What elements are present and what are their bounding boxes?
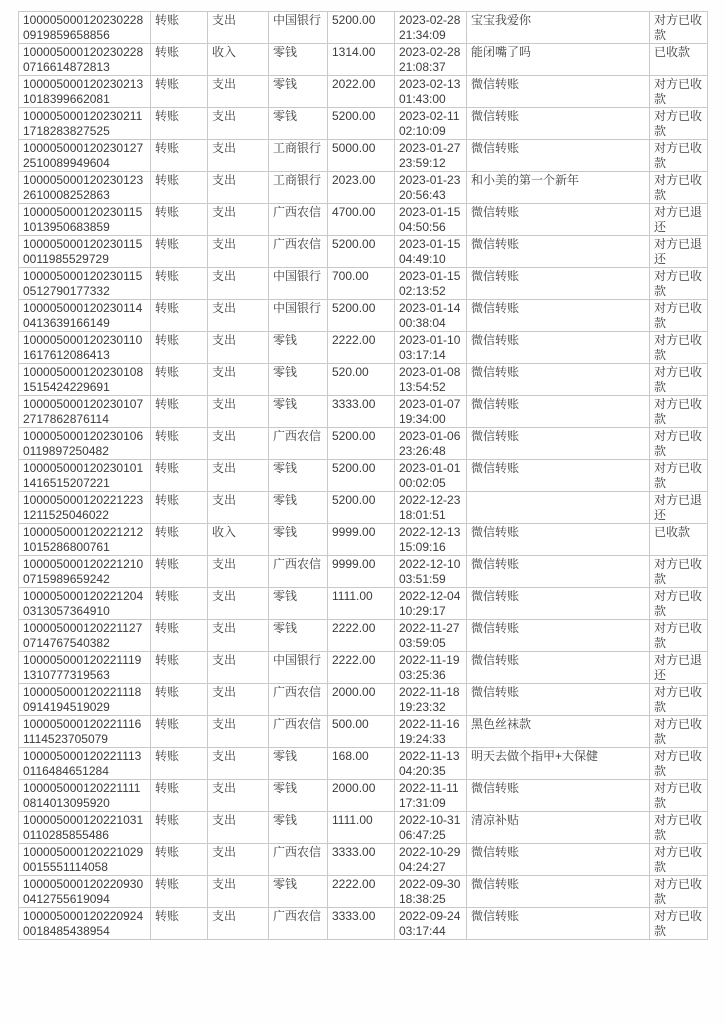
cell-status: 对方已收款 <box>650 428 708 460</box>
cell-amount: 5200.00 <box>328 300 395 332</box>
cell-datetime: 2022-11-13 04:20:35 <box>395 748 467 780</box>
cell-amount: 2022.00 <box>328 76 395 108</box>
cell-note: 微信转账 <box>467 908 650 940</box>
cell-datetime: 2022-10-31 06:47:25 <box>395 812 467 844</box>
cell-datetime: 2022-09-30 18:38:25 <box>395 876 467 908</box>
cell-note: 和小美的第一个新年 <box>467 172 650 204</box>
cell-status: 对方已收款 <box>650 396 708 428</box>
cell-direction: 支出 <box>208 620 269 652</box>
cell-amount: 1111.00 <box>328 588 395 620</box>
cell-amount: 9999.00 <box>328 524 395 556</box>
transaction-row <box>19 844 708 876</box>
transaction-row <box>19 588 708 620</box>
cell-id: 1000050001202210290015551114058 <box>19 844 151 876</box>
cell-type: 转账 <box>151 300 208 332</box>
cell-type: 转账 <box>151 396 208 428</box>
cell-status: 对方已退还 <box>650 492 708 524</box>
cell-datetime: 2023-01-08 13:54:52 <box>395 364 467 396</box>
transaction-row <box>19 492 708 524</box>
cell-direction: 支出 <box>208 300 269 332</box>
cell-method: 广西农信 <box>269 428 328 460</box>
cell-type: 转账 <box>151 620 208 652</box>
cell-note: 微信转账 <box>467 844 650 876</box>
cell-method: 零钱 <box>269 812 328 844</box>
cell-type: 转账 <box>151 812 208 844</box>
cell-status: 对方已退还 <box>650 236 708 268</box>
cell-id: 1000050001202301140413639166149 <box>19 300 151 332</box>
cell-amount: 2000.00 <box>328 684 395 716</box>
cell-direction: 支出 <box>208 684 269 716</box>
cell-datetime: 2023-02-28 21:08:37 <box>395 44 467 76</box>
cell-id: 1000050001202301011416515207221 <box>19 460 151 492</box>
cell-status: 对方已收款 <box>650 300 708 332</box>
cell-type: 转账 <box>151 204 208 236</box>
cell-method: 工商银行 <box>269 172 328 204</box>
cell-direction: 支出 <box>208 652 269 684</box>
cell-id: 1000050001202211161114523705079 <box>19 716 151 748</box>
cell-note: 清凉补贴 <box>467 812 650 844</box>
cell-type: 转账 <box>151 492 208 524</box>
cell-note: 微信转账 <box>467 524 650 556</box>
cell-datetime: 2023-01-15 04:49:10 <box>395 236 467 268</box>
cell-direction: 支出 <box>208 108 269 140</box>
cell-method: 零钱 <box>269 76 328 108</box>
cell-id: 1000050001202209300412755619094 <box>19 876 151 908</box>
cell-note: 微信转账 <box>467 652 650 684</box>
cell-amount: 4700.00 <box>328 204 395 236</box>
cell-amount: 5200.00 <box>328 108 395 140</box>
cell-direction: 支出 <box>208 172 269 204</box>
cell-id: 1000050001202212231211525046022 <box>19 492 151 524</box>
cell-type: 转账 <box>151 716 208 748</box>
cell-status: 对方已收款 <box>650 140 708 172</box>
cell-method: 零钱 <box>269 492 328 524</box>
cell-status: 对方已收款 <box>650 748 708 780</box>
cell-direction: 支出 <box>208 876 269 908</box>
cell-status: 对方已收款 <box>650 172 708 204</box>
cell-direction: 支出 <box>208 812 269 844</box>
cell-method: 广西农信 <box>269 716 328 748</box>
cell-id: 1000050001202209240018485438954 <box>19 908 151 940</box>
cell-datetime: 2023-02-13 01:43:00 <box>395 76 467 108</box>
transaction-row <box>19 748 708 780</box>
cell-amount: 1111.00 <box>328 812 395 844</box>
cell-note: 微信转账 <box>467 300 650 332</box>
cell-datetime: 2023-01-15 02:13:52 <box>395 268 467 300</box>
cell-amount: 2000.00 <box>328 780 395 812</box>
cell-id: 1000050001202211270714767540382 <box>19 620 151 652</box>
cell-status: 已收款 <box>650 524 708 556</box>
cell-id: 1000050001202301101617612086413 <box>19 332 151 364</box>
cell-note: 微信转账 <box>467 460 650 492</box>
cell-amount: 2222.00 <box>328 876 395 908</box>
cell-type: 转账 <box>151 108 208 140</box>
cell-type: 转账 <box>151 172 208 204</box>
transaction-row <box>19 332 708 364</box>
cell-id: 1000050001202212100715989659242 <box>19 556 151 588</box>
transaction-row <box>19 140 708 172</box>
cell-direction: 支出 <box>208 588 269 620</box>
cell-note: 微信转账 <box>467 684 650 716</box>
cell-id: 1000050001202301232610008252863 <box>19 172 151 204</box>
cell-amount: 500.00 <box>328 716 395 748</box>
cell-type: 转账 <box>151 652 208 684</box>
cell-note: 微信转账 <box>467 876 650 908</box>
cell-amount: 3333.00 <box>328 396 395 428</box>
cell-amount: 520.00 <box>328 364 395 396</box>
cell-note: 宝宝我爱你 <box>467 12 650 44</box>
cell-direction: 支出 <box>208 12 269 44</box>
cell-datetime: 2022-11-27 03:59:05 <box>395 620 467 652</box>
cell-note: 微信转账 <box>467 108 650 140</box>
cell-method: 零钱 <box>269 364 328 396</box>
cell-type: 转账 <box>151 748 208 780</box>
cell-amount: 5200.00 <box>328 12 395 44</box>
cell-direction: 收入 <box>208 44 269 76</box>
cell-type: 转账 <box>151 684 208 716</box>
cell-id: 1000050001202301081515424229691 <box>19 364 151 396</box>
cell-datetime: 2023-01-07 19:34:00 <box>395 396 467 428</box>
cell-id: 1000050001202212040313057364910 <box>19 588 151 620</box>
cell-method: 零钱 <box>269 396 328 428</box>
cell-note: 微信转账 <box>467 140 650 172</box>
cell-id: 1000050001202301150512790177332 <box>19 268 151 300</box>
cell-type: 转账 <box>151 12 208 44</box>
transaction-row <box>19 364 708 396</box>
cell-direction: 支出 <box>208 428 269 460</box>
transaction-row <box>19 76 708 108</box>
cell-method: 零钱 <box>269 876 328 908</box>
cell-id: 1000050001202211180914194519029 <box>19 684 151 716</box>
cell-amount: 3333.00 <box>328 908 395 940</box>
cell-amount: 5200.00 <box>328 492 395 524</box>
cell-status: 对方已收款 <box>650 108 708 140</box>
cell-amount: 5000.00 <box>328 140 395 172</box>
cell-datetime: 2023-01-10 03:17:14 <box>395 332 467 364</box>
cell-direction: 支出 <box>208 332 269 364</box>
transaction-row <box>19 716 708 748</box>
cell-amount: 168.00 <box>328 748 395 780</box>
cell-datetime: 2022-12-23 18:01:51 <box>395 492 467 524</box>
cell-datetime: 2023-01-15 04:50:56 <box>395 204 467 236</box>
cell-status: 对方已收款 <box>650 876 708 908</box>
cell-note: 微信转账 <box>467 76 650 108</box>
cell-type: 转账 <box>151 268 208 300</box>
transaction-row <box>19 172 708 204</box>
cell-direction: 支出 <box>208 716 269 748</box>
cell-amount: 5200.00 <box>328 236 395 268</box>
cell-datetime: 2022-10-29 04:24:27 <box>395 844 467 876</box>
cell-direction: 支出 <box>208 908 269 940</box>
cell-type: 转账 <box>151 76 208 108</box>
cell-datetime: 2022-12-13 15:09:16 <box>395 524 467 556</box>
cell-note: 微信转账 <box>467 588 650 620</box>
cell-amount: 9999.00 <box>328 556 395 588</box>
transaction-row <box>19 684 708 716</box>
transactions-body <box>19 12 708 940</box>
cell-type: 转账 <box>151 844 208 876</box>
cell-datetime: 2023-02-28 21:34:09 <box>395 12 467 44</box>
cell-datetime: 2023-01-27 23:59:12 <box>395 140 467 172</box>
cell-datetime: 2022-11-11 17:31:09 <box>395 780 467 812</box>
cell-type: 转账 <box>151 140 208 172</box>
cell-method: 中国银行 <box>269 12 328 44</box>
cell-amount: 1314.00 <box>328 44 395 76</box>
cell-direction: 支出 <box>208 204 269 236</box>
transaction-row <box>19 204 708 236</box>
transaction-row <box>19 556 708 588</box>
cell-note: 明天去做个指甲+大保健 <box>467 748 650 780</box>
transaction-row <box>19 428 708 460</box>
transaction-row <box>19 396 708 428</box>
cell-id: 1000050001202301072717862876114 <box>19 396 151 428</box>
cell-datetime: 2023-01-14 00:38:04 <box>395 300 467 332</box>
transaction-row <box>19 652 708 684</box>
cell-type: 转账 <box>151 556 208 588</box>
cell-id: 1000050001202301150011985529729 <box>19 236 151 268</box>
cell-direction: 支出 <box>208 268 269 300</box>
cell-direction: 收入 <box>208 524 269 556</box>
cell-method: 零钱 <box>269 108 328 140</box>
cell-status: 对方已收款 <box>650 620 708 652</box>
transaction-row <box>19 44 708 76</box>
cell-note: 能闭嘴了吗 <box>467 44 650 76</box>
cell-note: 微信转账 <box>467 620 650 652</box>
transaction-row <box>19 812 708 844</box>
transaction-row <box>19 908 708 940</box>
cell-method: 中国银行 <box>269 268 328 300</box>
cell-method: 广西农信 <box>269 236 328 268</box>
cell-datetime: 2022-12-10 03:51:59 <box>395 556 467 588</box>
cell-type: 转账 <box>151 588 208 620</box>
cell-datetime: 2023-02-11 02:10:09 <box>395 108 467 140</box>
cell-method: 广西农信 <box>269 556 328 588</box>
cell-direction: 支出 <box>208 396 269 428</box>
cell-method: 广西农信 <box>269 684 328 716</box>
cell-direction: 支出 <box>208 492 269 524</box>
cell-type: 转账 <box>151 428 208 460</box>
cell-status: 对方已收款 <box>650 332 708 364</box>
cell-note: 微信转账 <box>467 556 650 588</box>
cell-id: 1000050001202210310110285855486 <box>19 812 151 844</box>
cell-amount: 2222.00 <box>328 652 395 684</box>
cell-status: 对方已收款 <box>650 780 708 812</box>
cell-status: 对方已收款 <box>650 812 708 844</box>
cell-type: 转账 <box>151 460 208 492</box>
cell-direction: 支出 <box>208 844 269 876</box>
cell-amount: 2222.00 <box>328 332 395 364</box>
cell-id: 1000050001202212121015286800761 <box>19 524 151 556</box>
cell-amount: 2023.00 <box>328 172 395 204</box>
cell-direction: 支出 <box>208 556 269 588</box>
cell-type: 转账 <box>151 364 208 396</box>
cell-type: 转账 <box>151 876 208 908</box>
cell-note: 微信转账 <box>467 396 650 428</box>
cell-id: 1000050001202301151013950683859 <box>19 204 151 236</box>
cell-note: 微信转账 <box>467 204 650 236</box>
cell-note: 微信转账 <box>467 268 650 300</box>
cell-method: 广西农信 <box>269 204 328 236</box>
cell-datetime: 2022-12-04 10:29:17 <box>395 588 467 620</box>
cell-direction: 支出 <box>208 140 269 172</box>
cell-type: 转账 <box>151 524 208 556</box>
cell-method: 零钱 <box>269 460 328 492</box>
cell-type: 转账 <box>151 44 208 76</box>
cell-status: 对方已退还 <box>650 652 708 684</box>
cell-amount: 3333.00 <box>328 844 395 876</box>
cell-method: 广西农信 <box>269 908 328 940</box>
cell-id: 1000050001202302111718283827525 <box>19 108 151 140</box>
transaction-row <box>19 876 708 908</box>
cell-method: 零钱 <box>269 748 328 780</box>
cell-note <box>467 492 650 524</box>
cell-method: 中国银行 <box>269 652 328 684</box>
cell-status: 对方已收款 <box>650 556 708 588</box>
transaction-row <box>19 12 708 44</box>
cell-direction: 支出 <box>208 748 269 780</box>
cell-id: 1000050001202211191310777319563 <box>19 652 151 684</box>
cell-id: 1000050001202301060119897250482 <box>19 428 151 460</box>
cell-amount: 5200.00 <box>328 460 395 492</box>
cell-datetime: 2022-11-18 19:23:32 <box>395 684 467 716</box>
cell-type: 转账 <box>151 908 208 940</box>
cell-status: 对方已收款 <box>650 716 708 748</box>
cell-id: 1000050001202302131018399662081 <box>19 76 151 108</box>
cell-id: 1000050001202211130116484651284 <box>19 748 151 780</box>
cell-datetime: 2023-01-06 23:26:48 <box>395 428 467 460</box>
cell-amount: 5200.00 <box>328 428 395 460</box>
cell-method: 零钱 <box>269 524 328 556</box>
cell-method: 中国银行 <box>269 300 328 332</box>
cell-status: 对方已收款 <box>650 12 708 44</box>
cell-datetime: 2022-11-16 19:24:33 <box>395 716 467 748</box>
transaction-row <box>19 780 708 812</box>
cell-note: 微信转账 <box>467 236 650 268</box>
cell-status: 对方已收款 <box>650 908 708 940</box>
cell-status: 对方已收款 <box>650 364 708 396</box>
cell-status: 对方已收款 <box>650 460 708 492</box>
cell-note: 微信转账 <box>467 332 650 364</box>
cell-note: 微信转账 <box>467 364 650 396</box>
transaction-row <box>19 300 708 332</box>
cell-datetime: 2023-01-01 00:02:05 <box>395 460 467 492</box>
cell-datetime: 2022-11-19 03:25:36 <box>395 652 467 684</box>
transaction-row <box>19 268 708 300</box>
cell-type: 转账 <box>151 236 208 268</box>
cell-id: 1000050001202302280716614872813 <box>19 44 151 76</box>
cell-note: 黑色丝袜款 <box>467 716 650 748</box>
cell-method: 零钱 <box>269 780 328 812</box>
cell-note: 微信转账 <box>467 428 650 460</box>
transaction-row <box>19 620 708 652</box>
cell-direction: 支出 <box>208 236 269 268</box>
cell-type: 转账 <box>151 332 208 364</box>
transaction-row <box>19 236 708 268</box>
cell-direction: 支出 <box>208 76 269 108</box>
cell-method: 零钱 <box>269 332 328 364</box>
transaction-row <box>19 108 708 140</box>
cell-method: 零钱 <box>269 44 328 76</box>
transaction-row <box>19 524 708 556</box>
cell-status: 对方已收款 <box>650 588 708 620</box>
cell-direction: 支出 <box>208 364 269 396</box>
cell-datetime: 2022-09-24 03:17:44 <box>395 908 467 940</box>
cell-amount: 2222.00 <box>328 620 395 652</box>
cell-status: 对方已收款 <box>650 76 708 108</box>
cell-method: 广西农信 <box>269 844 328 876</box>
cell-id: 1000050001202301272510089949604 <box>19 140 151 172</box>
cell-id: 1000050001202302280919859658856 <box>19 12 151 44</box>
cell-method: 零钱 <box>269 620 328 652</box>
cell-direction: 支出 <box>208 780 269 812</box>
cell-direction: 支出 <box>208 460 269 492</box>
cell-status: 对方已收款 <box>650 268 708 300</box>
cell-type: 转账 <box>151 780 208 812</box>
cell-method: 工商银行 <box>269 140 328 172</box>
cell-status: 已收款 <box>650 44 708 76</box>
cell-status: 对方已收款 <box>650 844 708 876</box>
cell-amount: 700.00 <box>328 268 395 300</box>
cell-method: 零钱 <box>269 588 328 620</box>
cell-status: 对方已收款 <box>650 684 708 716</box>
transaction-row <box>19 460 708 492</box>
cell-id: 1000050001202211110814013095920 <box>19 780 151 812</box>
cell-status: 对方已退还 <box>650 204 708 236</box>
cell-note: 微信转账 <box>467 780 650 812</box>
cell-datetime: 2023-01-23 20:56:43 <box>395 172 467 204</box>
transactions-table <box>18 11 708 940</box>
